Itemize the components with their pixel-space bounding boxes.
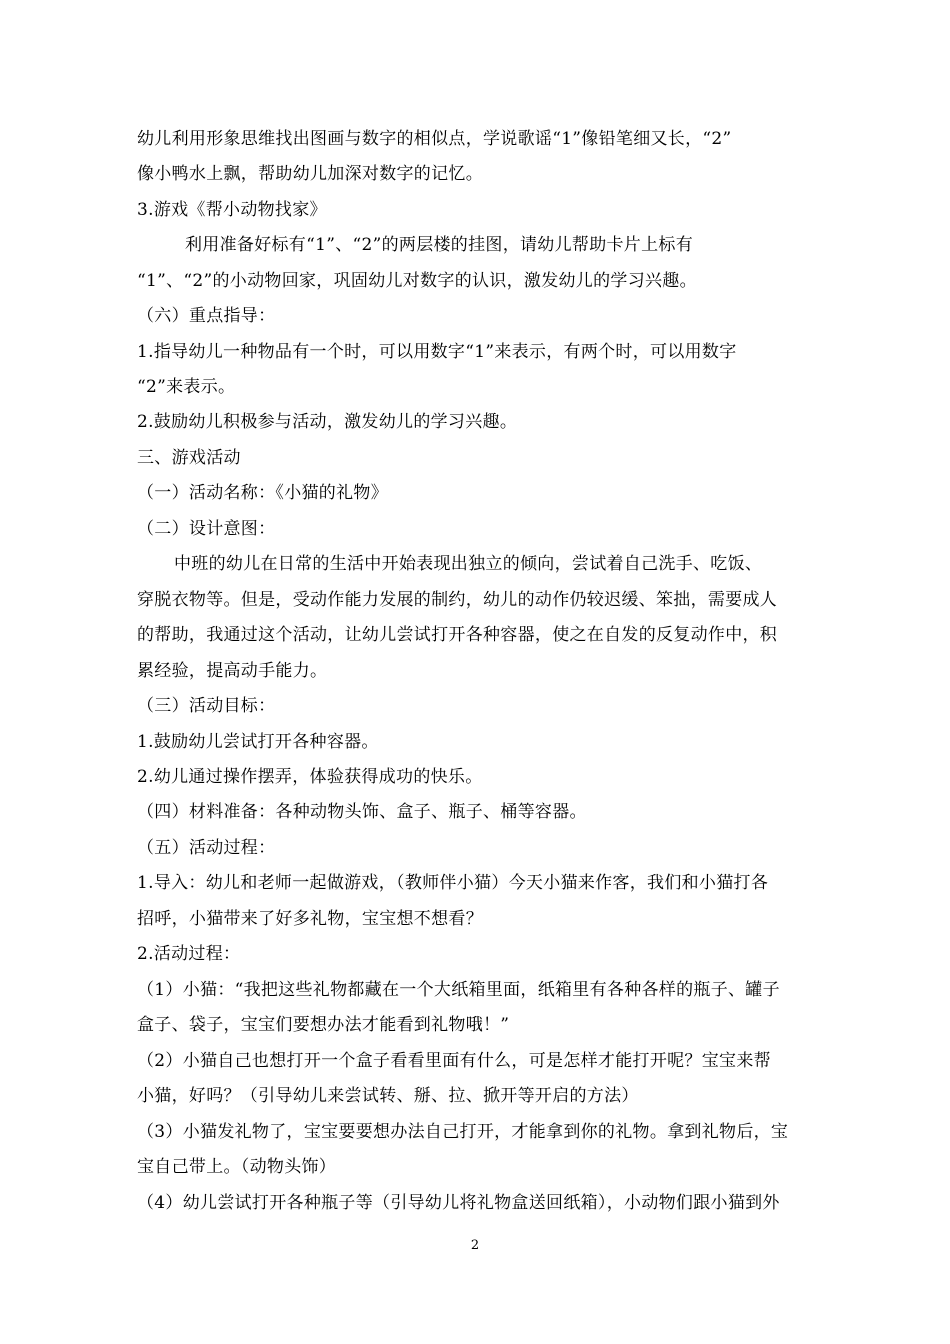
text-line: （4）幼儿尝试打开各种瓶子等（引导幼儿将礼物盒送回纸箱），小动物们跟小猫到外 <box>137 1193 780 1213</box>
section-heading: （六）重点指导： <box>137 306 276 326</box>
text-line: 1.导入：幼儿和老师一起做游戏，（教师伴小猫）今天小猫来作客，我们和小猫打各 <box>137 873 769 893</box>
text-line: 盒子、袋子，宝宝们要想办法才能看到礼物哦！” <box>137 1015 510 1035</box>
text-line: 幼儿利用形象思维找出图画与数字的相似点，学说歌谣“1”像铅笔细又长，“2” <box>137 129 732 149</box>
text-line: 累经验，提高动手能力。 <box>137 661 328 681</box>
section-heading: （三）活动目标： <box>137 696 276 716</box>
text-line: “1”、“2”的小动物回家，巩固幼儿对数字的认识，激发幼儿的学习兴趣。 <box>137 271 697 291</box>
text-line: （3）小猫发礼物了，宝宝要要想办法自己打开，才能拿到你的礼物。拿到礼物后，宝 <box>137 1122 789 1142</box>
section-heading: （一）活动名称：《小猫的礼物》 <box>137 483 388 503</box>
text-line: 招呼，小猫带来了好多礼物，宝宝想不想看？ <box>137 909 483 929</box>
text-line: 1.鼓励幼儿尝试打开各种容器。 <box>137 732 379 752</box>
text-line: 的帮助，我通过这个活动，让幼儿尝试打开各种容器，使之在自发的反复动作中，积 <box>137 625 778 645</box>
section-heading: （四）材料准备：各种动物头饰、盒子、瓶子、桶等容器。 <box>137 802 587 822</box>
text-line: 穿脱衣物等。但是，受动作能力发展的制约，幼儿的动作仍较迟缓、笨拙，需要成人 <box>137 590 778 610</box>
text-line: 1.指导幼儿一种物品有一个时，可以用数字“1”来表示，有两个时，可以用数字 <box>137 342 737 362</box>
text-line: （2）小猫自己也想打开一个盒子看看里面有什么，可是怎样才能打开呢？宝宝来帮 <box>137 1051 771 1071</box>
section-heading: 3.游戏《帮小动物找家》 <box>137 200 327 220</box>
text-line: 像小鸭水上飘，帮助幼儿加深对数字的记忆。 <box>137 164 483 184</box>
page-number: 2 <box>470 1238 480 1253</box>
text-line: 2.幼儿通过操作摆弄，体验获得成功的快乐。 <box>137 767 483 787</box>
text-line: 利用准备好标有“1”、“2”的两层楼的挂图，请幼儿帮助卡片上标有 <box>185 235 693 255</box>
text-line: 2.鼓励幼儿积极参与活动，激发幼儿的学习兴趣。 <box>137 412 518 432</box>
text-line: 2.活动过程： <box>137 944 241 964</box>
text-line: “2”来表示。 <box>137 377 236 397</box>
section-heading: （二）设计意图： <box>137 519 276 539</box>
text-line: 小猫，好吗？（引导幼儿来尝试转、掰、拉、掀开等开启的方法） <box>137 1086 639 1106</box>
text-line: （1）小猫：“我把这些礼物都藏在一个大纸箱里面，纸箱里有各种各样的瓶子、罐子 <box>137 980 780 1000</box>
section-heading: 三、游戏活动 <box>137 448 241 468</box>
text-line: 中班的幼儿在日常的生活中开始表现出独立的倾向，尝试着自己洗手、吃饭、 <box>174 554 763 574</box>
section-heading: （五）活动过程： <box>137 838 276 858</box>
text-line: 宝自己带上。（动物头饰） <box>137 1157 337 1177</box>
